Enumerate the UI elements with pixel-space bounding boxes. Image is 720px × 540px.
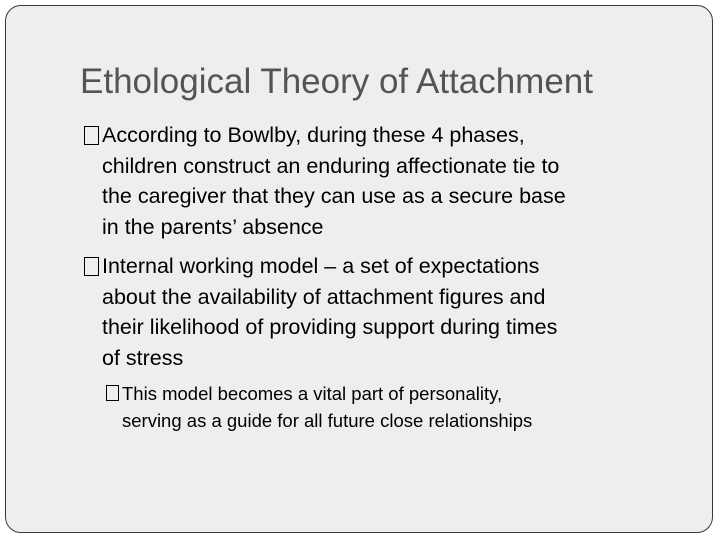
bullet-line: serving as a guide for all future close relationships <box>122 410 533 431</box>
bullet-line: Internal working model – a set of expectations <box>102 254 540 278</box>
sub-bullet-personality <box>104 380 720 434</box>
bullet-line: their likelihood of providing support during times <box>102 315 558 339</box>
bullet-box-icon <box>84 257 99 276</box>
bullet-box-icon <box>106 385 119 401</box>
bullet-line: the caregiver that they can use as a secure base <box>102 184 566 208</box>
bullet-line: of stress <box>102 345 184 370</box>
bullet-internal-working-model <box>82 251 720 373</box>
bullet-line: According to Bowlby, during these 4 phases, <box>102 123 525 147</box>
bullet-line: children construct an enduring affectionate tie to <box>102 153 560 178</box>
bullet-line: about the availability of attachment figures and <box>102 284 546 309</box>
bullet-line: This model becomes a vital part of personality, <box>122 383 503 404</box>
slide-title: Ethological Theory of Attachment <box>80 62 593 101</box>
bullet-line: in the parents’ absence <box>102 214 324 239</box>
bullet-box-icon <box>84 126 99 145</box>
bullet-bowlby-phases <box>82 120 720 242</box>
